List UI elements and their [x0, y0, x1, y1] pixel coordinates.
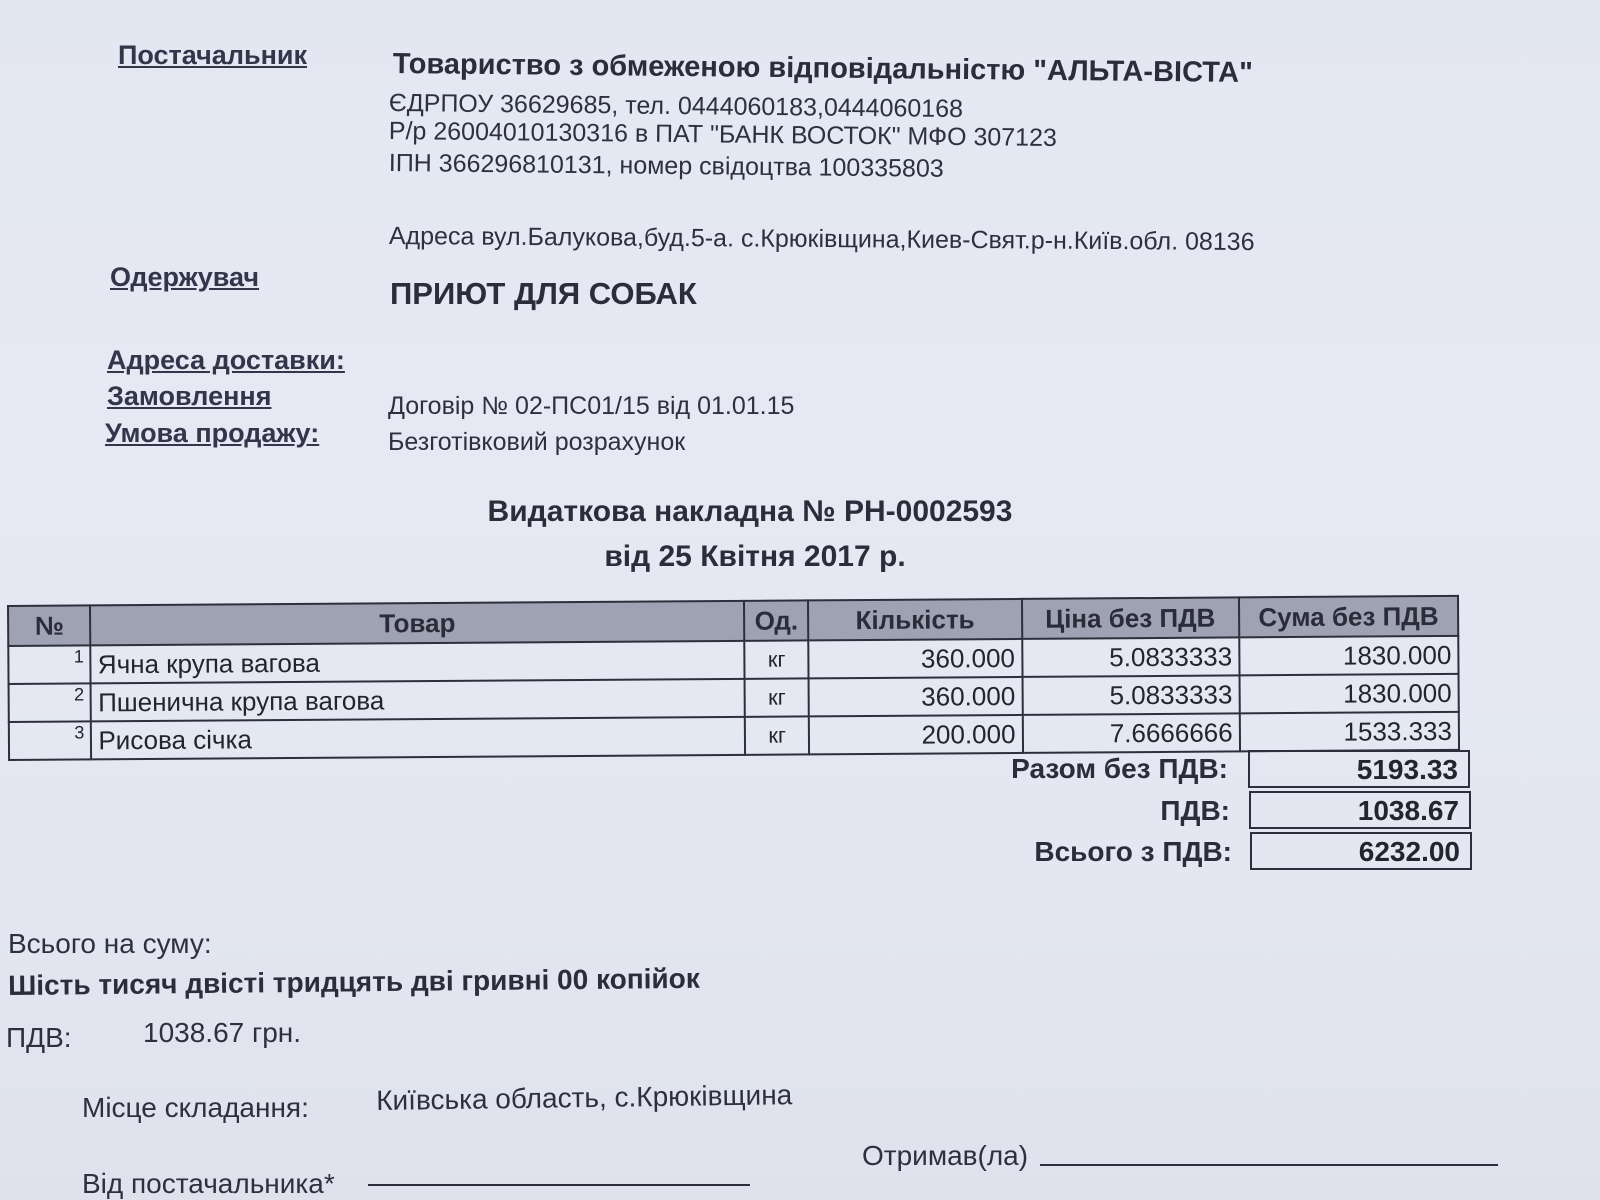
order-label: Замовлення: [107, 381, 272, 411]
total-value: 6232.00: [1250, 832, 1472, 870]
row-number: 3: [9, 721, 92, 760]
subtotal-value: 5193.33: [1248, 750, 1470, 788]
vat-label: ПДВ:: [1160, 795, 1230, 826]
supplier-signature-label: Від постачальника*: [82, 1168, 335, 1199]
row-quantity: 360.000: [809, 639, 1022, 678]
place-label: Місце складання:: [82, 1092, 309, 1123]
recipient-label: Одержувач: [110, 262, 260, 292]
row-sum: 1830.000: [1239, 636, 1459, 676]
col-header-item: Товар: [90, 601, 744, 646]
col-header-price: Ціна без ПДВ: [1022, 597, 1239, 639]
row-quantity: 200.000: [809, 715, 1022, 754]
supplier-signature-line: [368, 1184, 750, 1186]
row-unit: кг: [745, 716, 810, 754]
supplier-address: Адреса вул.Балукова,буд.5-а. с.Крюківщина,Киев-Свят.р-н.Київ.обл. 08136: [388, 222, 1255, 257]
sale-terms-value: Безготівковий розрахунок: [388, 428, 686, 456]
order-value: Договір № 02-ПС01/15 від 01.01.15: [388, 392, 795, 420]
place-value: Київська область, с.Крюківщина: [376, 1079, 793, 1116]
row-price: 5.0833333: [1022, 637, 1239, 677]
row-unit: кг: [745, 678, 810, 716]
summary-vat-value: 1038.67 грн.: [143, 1017, 302, 1048]
total-label: Всього з ПДВ:: [1034, 836, 1232, 867]
supplier-label: Постачальник: [118, 40, 307, 70]
items-table: [7, 595, 1460, 761]
received-by-label: Отримав(ла): [862, 1140, 1029, 1171]
row-item: Ячна крупа вагова: [91, 641, 745, 684]
row-unit: кг: [744, 640, 809, 678]
sum-total-label: Всього на суму:: [8, 928, 212, 959]
row-item: Пшенична крупа вагова: [91, 679, 745, 722]
supplier-tax-id: ІПН 366296810131, номер свідоцтва 100335803: [388, 149, 944, 183]
row-item: Рисова січка: [91, 717, 745, 760]
row-price: 7.6666666: [1022, 713, 1239, 753]
col-header-quantity: Кількість: [808, 599, 1021, 640]
vat-value: 1038.67: [1249, 791, 1471, 829]
row-number: 2: [9, 683, 92, 722]
row-sum: 1830.000: [1239, 674, 1459, 714]
row-number: 1: [8, 645, 91, 684]
col-header-unit: Од.: [744, 600, 809, 640]
row-quantity: 360.000: [809, 677, 1022, 716]
supplier-name: Товариство з обмеженою відповідальністю "АЛЬТА-ВІСТА": [392, 48, 1254, 90]
document-date: від 25 Квітня 2017 р.: [604, 540, 906, 573]
delivery-address-label: Адреса доставки:: [107, 345, 345, 375]
recipient-name: ПРИЮТ ДЛЯ СОБАК: [390, 276, 697, 311]
col-header-number: №: [8, 605, 91, 646]
row-price: 5.0833333: [1022, 675, 1239, 715]
sum-in-words: Шість тисяч двісті тридцять дві гривні 00 копійок: [8, 962, 700, 1001]
supplier-registration: ЄДРПОУ 36629685, тел. 0444060183,0444060168: [388, 89, 964, 124]
row-sum: 1533.333: [1240, 712, 1460, 752]
subtotal-label: Разом без ПДВ:: [1011, 753, 1228, 784]
col-header-sum: Сума без ПДВ: [1239, 596, 1459, 638]
received-signature-line: [1040, 1164, 1498, 1166]
sale-terms-label: Умова продажу:: [105, 418, 320, 448]
summary-vat-label: ПДВ:: [6, 1022, 72, 1053]
document-title: Видаткова накладна № РН-0002593: [487, 495, 1013, 528]
supplier-bank-account: Р/р 26004010130316 в ПАТ "БАНК ВОСТОК" МФО 307123: [388, 117, 1057, 152]
